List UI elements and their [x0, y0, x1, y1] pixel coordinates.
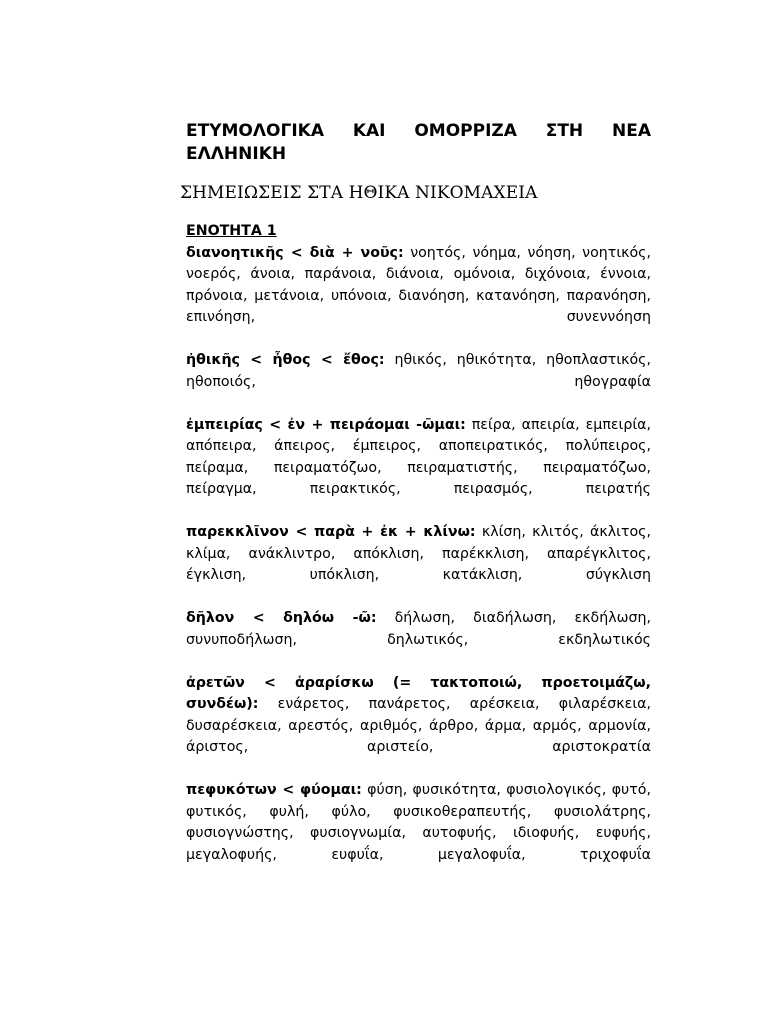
entry-ithikis	[186, 350, 651, 393]
entry-lemma: πεφυκότων < φύομαι:	[186, 782, 362, 798]
entry-words: νοητός, νόημα, νόηση, νοητικός, νοερός, άνοια, παράνοια, διάνοια, ομόνοια, διχόνοια, έννοια, πρόνοια, μετάνοια, υπόνοια, διανόηση, κατανόηση, παρανόηση, επινόηση, συνεννόηση	[186, 244, 651, 325]
entry-words: δήλωση, διαδήλωση, εκδήλωση, συνυποδήλωση, δηλωτικός, εκδηλωτικός	[186, 610, 651, 648]
entry-words: ενάρετος, πανάρετος, αρέσκεια, φιλαρέσκεια, δυσαρέσκεια, αρεστός, αριθμός, άρθρο, άρμα, αρμός, αρμονία, άριστος, αριστείο, αριστοκρατία	[186, 696, 651, 755]
entry-lemma: ἠθικῆς < ἦθος < ἔθος:	[186, 352, 385, 368]
document-title-line-2: ΕΛΛΗΝΙΚΗ	[186, 144, 287, 164]
document-title-line-1: ΕΤΥΜΟΛΟΓΙΚΑ ΚΑΙ ΟΜΟΡΡΙΖΑ ΣΤΗ ΝΕΑ	[186, 121, 651, 141]
entry-lemma: ἀρετῶν < ἀραρίσκω (= τακτοποιώ, προετοιμάζω, συνδέω):	[186, 674, 651, 712]
document-subtitle: ΣΗΜΕΙΩΣΕΙΣ ΣΤΑ ΗΘΙΚΑ ΝΙΚΟΜΑΧΕΙΑ	[180, 183, 538, 203]
entry-areton	[186, 673, 651, 759]
entry-dianoetikis	[186, 243, 651, 329]
entry-lemma: δῆλον < δηλόω -ῶ:	[186, 610, 377, 626]
entry-words: κλίση, κλιτός, άκλιτος, κλίμα, ανάκλιντρο, απόκλιση, παρέκκλιση, απαρέγκλιτος, έγκλιση, υπόκλιση, κατάκλιση, σύγκλιση	[186, 524, 651, 583]
entry-lemma: ἐμπειρίας < ἐν + πειράομαι -ῶμαι:	[186, 416, 466, 433]
entry-dilon	[186, 608, 651, 651]
entry-parekklinon	[186, 522, 651, 587]
entry-words: ηθικός, ηθικότητα, ηθοπλαστικός, ηθοποιός, ηθογραφία	[186, 352, 651, 390]
entry-pefykoton	[186, 780, 651, 866]
section-heading: ΕΝΟΤΗΤΑ 1	[186, 223, 277, 239]
entry-empeirias	[186, 415, 651, 501]
entry-lemma: διανοητικῆς < διὰ + νοῦς:	[186, 244, 404, 261]
entry-words: φύση, φυσικότητα, φυσιολογικός, φυτό, φυτικός, φυλή, φύλο, φυσικοθεραπευτής, φυσιολάτρης, φυσιογνώστης, φυσιογνωμία, αυτοφυής, ιδιοφυής, ευφυής, μεγαλοφυής, ευφυΐα, μεγαλοφυΐα, τριχοφυΐα	[186, 782, 651, 863]
entry-words: πείρα, απειρία, εμπειρία, απόπειρα, άπειρος, έμπειρος, αποπειρατικός, πολύπειρος, πείραμα, πειραματόζωο, πειραματιστής, πειραματόζωο, πείραγμα, πειρακτικός, πειρασμός, πειρατής	[186, 416, 651, 497]
entry-lemma: παρεκκλῖνον < παρὰ + ἐκ + κλίνω:	[186, 524, 476, 540]
document-page	[180, 120, 651, 866]
